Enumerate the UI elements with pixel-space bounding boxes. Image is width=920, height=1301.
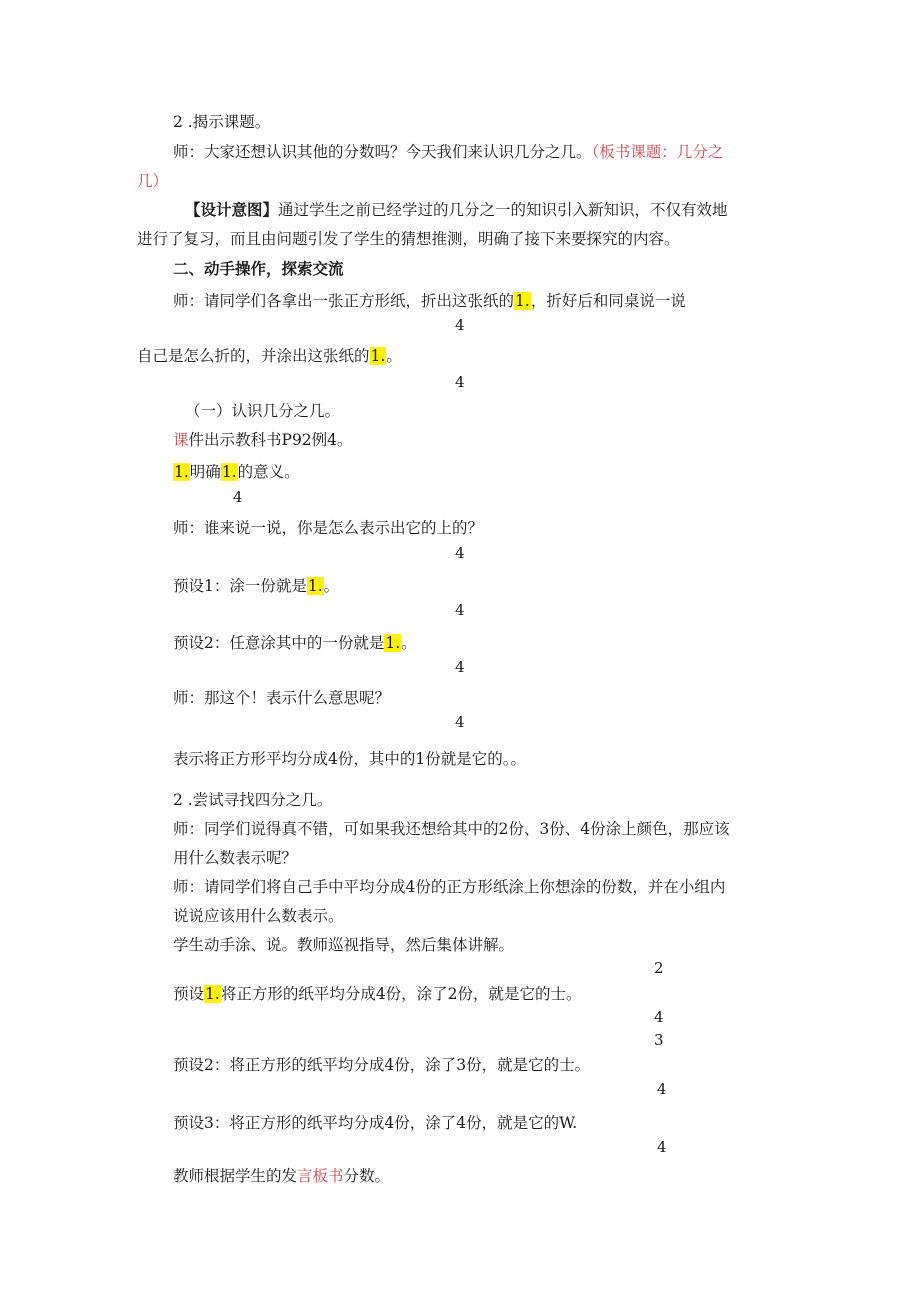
fraction-denominator: 4 [455, 373, 465, 391]
fraction-numerator: 1. [221, 463, 237, 481]
fraction-numerator: 1. [205, 985, 220, 1003]
text: 自己是怎么折的，并涂出这张纸的 [137, 347, 370, 365]
text: 预设 [173, 985, 205, 1003]
fraction-denominator: 4 [455, 658, 465, 676]
fraction-denominator: 4 [657, 1080, 667, 1098]
paragraph-line: 师：请同学们将自己手中平均分成4份的正方形纸涂上你想涂的份数，并在小组内 [173, 878, 726, 896]
fraction-numerator: 1. [385, 634, 401, 652]
fraction-numerator: 1. [515, 292, 530, 310]
paragraph-line [173, 633, 417, 653]
board-note: （板书课题：几分之 [591, 143, 724, 161]
paragraph-line [173, 1166, 390, 1186]
text: 件出示教科书P92例4。 [188, 431, 353, 449]
fraction-denominator: 4 [657, 1138, 667, 1156]
board-note: 言板书 [297, 1167, 344, 1185]
fraction-numerator: 1. [370, 347, 386, 365]
text: 预设2：任意涂其中的一份就是 [173, 634, 385, 652]
paragraph-line [173, 984, 582, 1004]
fraction-denominator: 4 [654, 1008, 664, 1026]
fraction-denominator: 4 [455, 316, 465, 334]
text: 。 [323, 577, 340, 595]
subsection-heading: （一）认识几分之几。 [185, 402, 341, 420]
paragraph-line: 学生动手涂、说。教师巡视指导，然后集体讲解。 [173, 936, 515, 954]
paragraph-line [173, 576, 339, 596]
paragraph-line: 预设2：将正方形的纸平均分成4份，涂了3份，就是它的士。 [173, 1056, 591, 1074]
fraction-denominator: 4 [455, 544, 465, 562]
paragraph-line [137, 346, 402, 366]
fraction-denominator: 4 [455, 713, 465, 731]
text: 通过学生之前已经学过的几分之一的知识引入新知识，不仅有效地 [278, 201, 728, 219]
text: 将正方形的纸平均分成4份，涂了2份，就是它的士。 [220, 985, 582, 1003]
paragraph-line: 进行了复习，而且由问题引发了学生的猜想推测，明确了接下来要探究的内容。 [137, 230, 680, 248]
paragraph-line: 用什么数表示呢？ [173, 849, 298, 867]
section-heading: 二、动手操作，探索交流 [173, 259, 344, 278]
text: ，折好后和同桌说一说 [530, 292, 686, 310]
paragraph-line [173, 291, 686, 311]
text: 明确 [189, 463, 221, 481]
fraction-denominator: 4 [455, 601, 465, 619]
fraction-denominator: 4 [233, 488, 243, 506]
text: 。 [386, 347, 402, 365]
paragraph-line [173, 142, 723, 162]
board-note-continued: 几） [137, 172, 169, 190]
paragraph-line: 预设3：将正方形的纸平均分成4份，涂了4份，就是它的W. [173, 1114, 578, 1132]
text: 预设1：涂一份就是 [173, 577, 307, 595]
text: 分数。 [343, 1167, 391, 1185]
paragraph-line [173, 430, 353, 450]
paragraph-line: 师：谁来说一说，你是怎么表示出它的上的？ [173, 519, 484, 537]
text: 的意义。 [237, 463, 300, 481]
paragraph-line: 说说应该用什么数表示。 [173, 907, 344, 925]
heading-reveal-topic: 2 .揭示课题。 [173, 113, 271, 131]
fraction-numerator: 3 [654, 1031, 664, 1049]
paragraph-line: 师：同学们说得真不错，可如果我还想给其中的2份、3份、4份涂上颜色，那应该 [173, 820, 730, 838]
text: 师：请同学们各拿出一张正方形纸，折出这张纸的 [173, 292, 515, 310]
design-intent-label: 【设计意图】 [185, 200, 279, 219]
text: 课 [173, 431, 189, 449]
paragraph-line: 表示将正方形平均分成4份，其中的1份就是它的。。 [173, 750, 526, 768]
fraction-numerator: 1. [174, 463, 189, 481]
paragraph-line: 师：那这个！表示什么意思呢？ [173, 689, 391, 707]
text: 。 [401, 634, 417, 652]
heading-find-quarters: 2 .尝试寻找四分之几。 [173, 791, 333, 809]
design-intent-line [185, 200, 728, 220]
fraction-numerator: 2 [654, 959, 664, 977]
fraction-numerator: 1. [307, 577, 323, 595]
paragraph-line [173, 462, 300, 482]
text: 教师根据学生的发 [173, 1167, 298, 1185]
text: 师：大家还想认识其他的分数吗？今天我们来认识几分之几。 [173, 143, 592, 161]
